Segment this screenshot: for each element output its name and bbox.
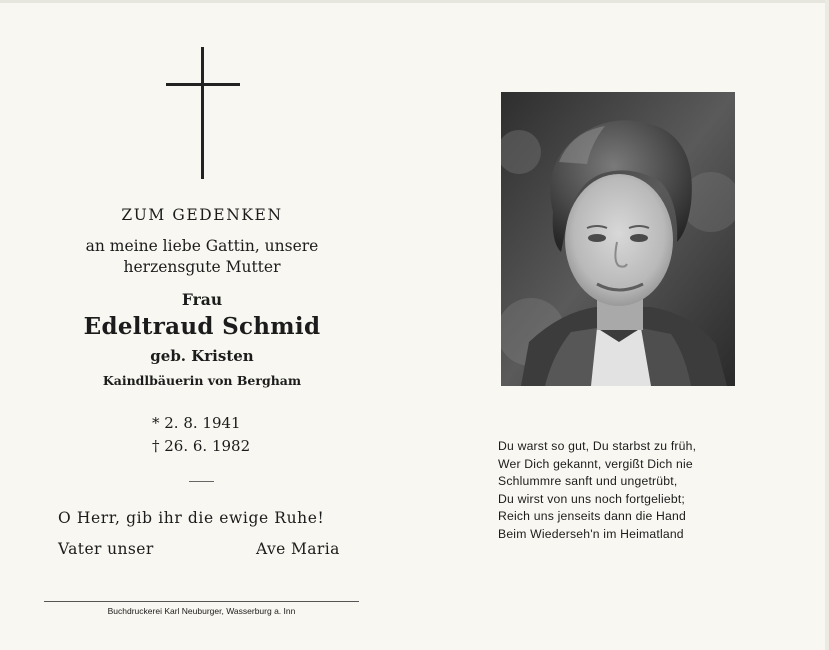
occupation: Kaindlbäuerin von Bergham [102, 373, 302, 388]
title: Frau [181, 290, 223, 309]
poem [498, 438, 696, 544]
poem-line: Reich uns jenseits dann die Hand [498, 509, 686, 524]
prayer-line: O Herr, gib ihr die ewige Ruhe! [58, 509, 325, 527]
printer-credit: Buchdruckerei Karl Neuburger, Wasserburg a. Inn [107, 606, 296, 616]
card-edge [825, 0, 829, 650]
poem-line: Du warst so gut, Du starbst zu früh, [498, 439, 697, 453]
prayer-vater-unser: Vater unser [58, 540, 154, 558]
footer-rule [44, 601, 359, 602]
divider [189, 481, 214, 482]
cross-icon [166, 47, 240, 179]
intro-line: herzensgute Mutter [123, 258, 281, 276]
poem-line: Wer Dich gekannt, vergißt Dich nie [498, 456, 693, 471]
heading: ZUM GEDENKEN [121, 206, 283, 224]
portrait-photo [501, 92, 735, 386]
prayer-ave-maria: Ave Maria [256, 540, 340, 558]
birth-name: geb. Kristen [150, 347, 254, 365]
deceased-name: Edeltraud Schmid [83, 313, 321, 340]
death-date: † 26. 6. 1982 [152, 437, 251, 455]
birth-date: * 2. 8. 1941 [152, 414, 241, 432]
intro-line: an meine liebe Gattin, unsere [85, 237, 319, 255]
poem-line: Beim Wiederseh'n im Heimatland [498, 526, 684, 541]
poem-line: Schlummre sanft und ungetrübt, [498, 474, 678, 489]
card-edge [0, 0, 829, 3]
poem-line: Du wirst von uns noch fortgeliebt; [498, 491, 685, 506]
